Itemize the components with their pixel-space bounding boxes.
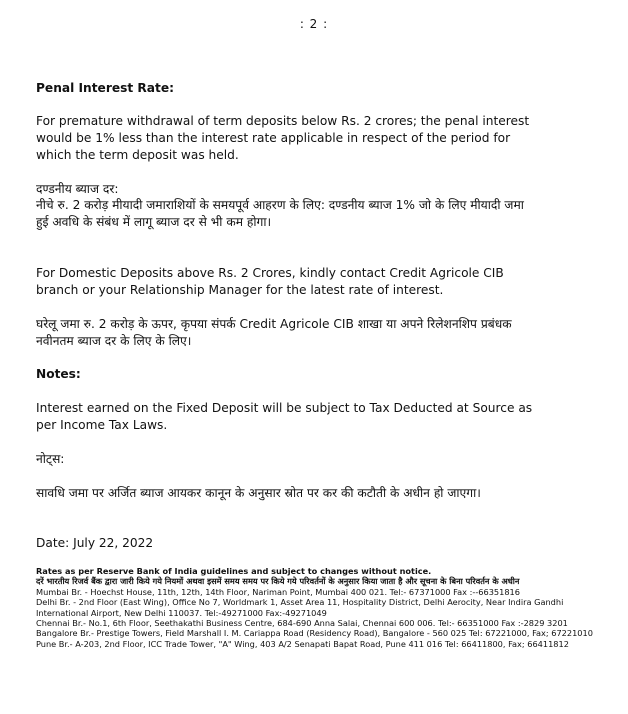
penal-interest-hindi-title: दण्डनीय ब्याज दर:	[36, 182, 119, 196]
footer-disclaimer-hindi: दरें भारतीय रिजर्व बैंक द्वारा जारी किये गये नियमों अथवा इसमें समय समय पर किये गये परिवर्तनों के अनुसार किया जाता है और सूचना के बिना परिवर्तन के अधीन	[36, 576, 520, 587]
notes-heading: Notes:	[36, 367, 81, 381]
footer	[36, 566, 596, 649]
footer-delhi-branch: Delhi Br. - 2nd Floor (East Wing), Office No 7, Worldmark 1, Asset Area 11, Hospitality District, Delhi Aerocity, Near Indira Gandhi International Airport, New Delhi 110037. Tel:-49271000 Fax:-49271049	[36, 597, 564, 618]
footer-disclaimer-english: Rates as per Reserve Bank of India guidelines and subject to changes without notice.	[36, 566, 432, 576]
footer-bangalore-branch: Bangalore Br.- Prestige Towers, Field Marshall I. M. Cariappa Road (Residency Road), Bangalore - 560 025 Tel: 67221000, Fax; 67221010	[36, 628, 593, 639]
domestic-deposits-hindi-text: घरेलू जमा रु. 2 करोड़ के ऊपर, कृपया संपर्क Credit Agricole CIB शाखा या अपने रिलेशनशिप प्रबंधक नवीनतम ब्याज दर के लिए के लिए।	[36, 317, 512, 348]
notes-hindi-title: नोट्स:	[36, 452, 65, 466]
document-date: Date: July 22, 2022	[36, 536, 154, 550]
penal-interest-hindi-text: नीचे रु. 2 करोड़ मीयादी जमाराशियों के समयपूर्व आहरण के लिए: दण्डनीय ब्याज 1% जो के लिए मीयादी जमा हुई अवधि के संबंध में लागू ब्याज दर से भी कम होगा।	[36, 198, 524, 229]
notes-english-text: Interest earned on the Fixed Deposit will be subject to Tax Deducted at Source as per Income Tax Laws.	[36, 401, 533, 432]
notes-hindi-text: सावधि जमा पर अर्जित ब्याज आयकर कानून के अनुसार स्रोत पर कर की कटौती के अधीन हो जाएगा।	[36, 486, 481, 500]
penal-interest-heading: Penal Interest Rate:	[36, 81, 174, 95]
footer-chennai-branch: Chennai Br.- No.1, 6th Floor, Seethakathi Business Centre, 684-690 Anna Salai, Chennai 600 006. Tel:- 66351000 Fax :-2829 3201	[36, 618, 568, 629]
penal-interest-english-text: For premature withdrawal of term deposits below Rs. 2 crores; the penal interest would be 1% less than the interest rate applicable in respect of the period for which the term deposit was held.	[36, 114, 530, 162]
page-number: : 2 :	[299, 17, 329, 31]
domestic-deposits-english-text: For Domestic Deposits above Rs. 2 Crores, kindly contact Credit Agricole CIB branch or your Relationship Manager for the latest rate of interest.	[36, 266, 504, 297]
footer-pune-branch: Pune Br.- A-203, 2nd Floor, ICC Trade Tower, "A" Wing, 403 A/2 Senapati Bapat Road, Pune 411 016 Tel: 66411800, Fax; 66411812	[36, 638, 569, 649]
footer-mumbai-branch: Mumbai Br. - Hoechst House, 11th, 12th, 14th Floor, Nariman Point, Mumbai 400 021. Tel:- 67371000 Fax :--66351816	[36, 586, 520, 597]
